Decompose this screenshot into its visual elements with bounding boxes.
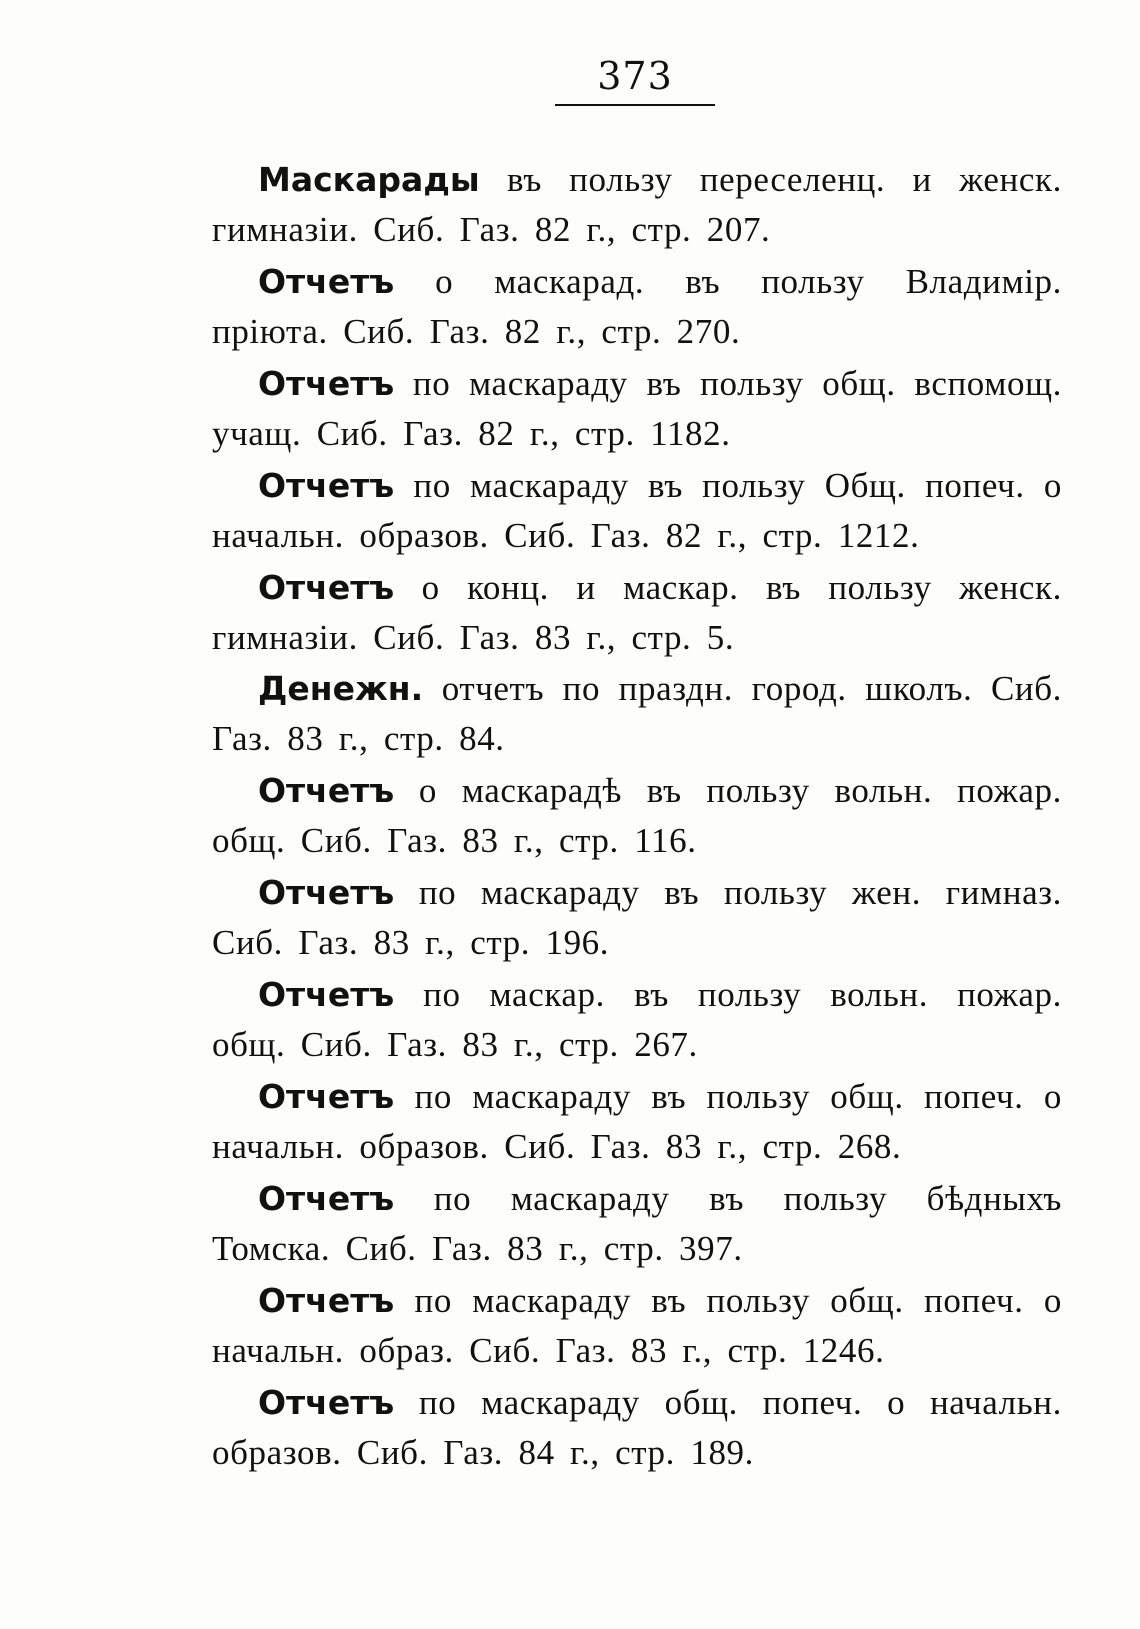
bibliography-entry bbox=[212, 970, 1062, 1070]
entry-keyword: Отчетъ bbox=[258, 1280, 395, 1320]
bibliography-entry bbox=[212, 766, 1062, 866]
entry-text: по маскараду въ пользу общ. вспомощ. учащ. Сиб. Газ. 82 г., стр. 1182. bbox=[212, 363, 1062, 453]
entry-text: по маскараду въ пользу жен. гимназ. Сиб. Газ. 83 г., стр. 196. bbox=[212, 873, 1062, 963]
entry-keyword: Отчетъ bbox=[258, 771, 395, 811]
entry-text: по маскараду въ пользу общ. попеч. о начальн. образ. Сиб. Газ. 83 г., стр. 1246. bbox=[212, 1280, 1062, 1370]
bibliography-entry bbox=[212, 257, 1062, 357]
entry-text: отчетъ по праздн. город. школъ. Сиб. Газ. 83 г., стр. 84. bbox=[212, 669, 1062, 759]
entry-text: о маскарадѣ въ пользу вольн. пожар. общ. Сиб. Газ. 83 г., стр. 116. bbox=[212, 771, 1062, 861]
entry-text: въ пользу переселенц. и женск. гимназіи. Сиб. Газ. 82 г., стр. 207. bbox=[212, 160, 1062, 249]
page-number: 373 bbox=[597, 54, 673, 98]
bibliography-entry bbox=[212, 1072, 1062, 1172]
entry-text: по маскараду общ. попеч. о начальн. образов. Сиб. Газ. 84 г., стр. 189. bbox=[212, 1382, 1062, 1472]
page-number-rule bbox=[555, 104, 715, 106]
entry-keyword: Отчетъ bbox=[258, 975, 395, 1015]
entry-keyword: Отчетъ bbox=[258, 261, 395, 301]
bibliography-entry bbox=[212, 461, 1062, 561]
entry-keyword: Отчетъ bbox=[258, 1178, 395, 1218]
entry-keyword: Денежн. bbox=[258, 669, 424, 709]
entry-keyword: Отчетъ bbox=[258, 873, 395, 913]
entry-text: о маскарад. въ пользу Владимір. пріюта. Сиб. Газ. 82 г., стр. 270. bbox=[212, 261, 1062, 351]
entry-keyword: Отчетъ bbox=[258, 1077, 395, 1117]
bibliography-entry bbox=[212, 155, 1062, 255]
entry-keyword: Отчетъ bbox=[258, 465, 395, 505]
bibliography-entry bbox=[212, 563, 1062, 663]
bibliography-entry bbox=[212, 359, 1062, 459]
bibliography-entry bbox=[212, 1276, 1062, 1376]
bibliography-entry bbox=[212, 664, 1062, 764]
bibliography-entry bbox=[212, 1378, 1062, 1478]
entry-keyword: Маскарады bbox=[258, 160, 480, 199]
bibliography-entry bbox=[212, 868, 1062, 968]
entry-text: по маскараду въ пользу Общ. попеч. о начальн. образов. Сиб. Газ. 82 г., стр. 1212. bbox=[212, 465, 1062, 555]
entry-text: о конц. и маскар. въ пользу женск. гимназіи. Сиб. Газ. 83 г., стр. 5. bbox=[212, 567, 1062, 657]
bibliography-entry bbox=[212, 1174, 1062, 1274]
entry-text: по маскар. въ пользу вольн. пожар. общ. Сиб. Газ. 83 г., стр. 267. bbox=[212, 975, 1062, 1065]
entry-keyword: Отчетъ bbox=[258, 363, 395, 403]
entry-keyword: Отчетъ bbox=[258, 567, 395, 607]
bibliography-list bbox=[212, 155, 1062, 1480]
entry-keyword: Отчетъ bbox=[258, 1382, 395, 1422]
entry-text: по маскараду въ пользу бѣдныхъ Томска. Сиб. Газ. 83 г., стр. 397. bbox=[212, 1178, 1062, 1268]
entry-text: по маскараду въ пользу общ. попеч. о начальн. образов. Сиб. Газ. 83 г., стр. 268. bbox=[212, 1077, 1062, 1167]
